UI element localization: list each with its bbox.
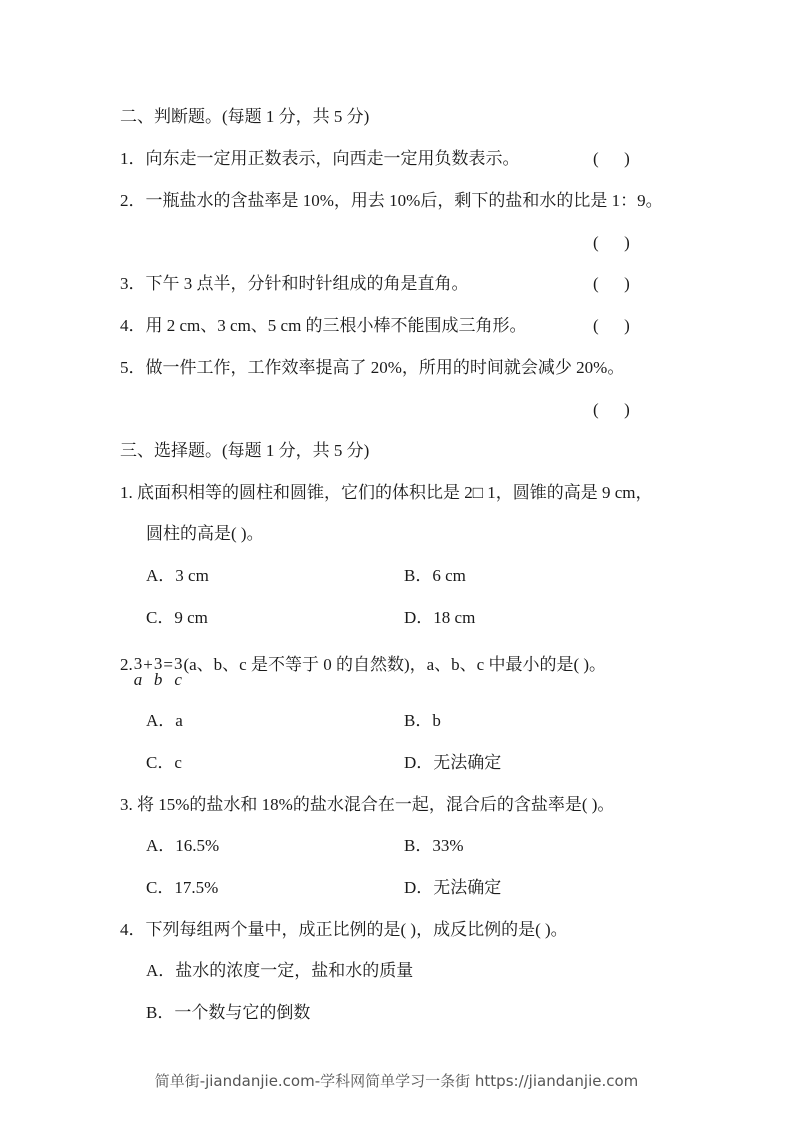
tf-question-1: 1．向东走一定用正数表示，向西走一定用负数表示。 — [120, 149, 520, 168]
tf-question-4: 4．用 2 cm、3 cm、5 cm 的三根小棒不能围成三角形。 — [120, 316, 527, 335]
tf-answer-blank-2[interactable]: ( ) — [593, 233, 630, 252]
plus-sign: + — [143, 654, 153, 674]
mc-q3-option-c[interactable]: C．17.5% — [146, 878, 219, 897]
mc-question-2 — [120, 650, 607, 689]
fraction-3-over-a — [134, 656, 143, 688]
mc-q1-option-c[interactable]: C．9 cm — [146, 608, 208, 627]
mc-q2-rest: (a、b、c 是不等于 0 的自然数)，a、b、c 中最小的是( )。 — [183, 654, 607, 674]
tf-question-3: 3．下午 3 点半，分针和时针组成的角是直角。 — [120, 274, 469, 293]
mc-q3-option-d[interactable]: D．无法确定 — [404, 878, 502, 897]
footer-watermark: 简单街-jiandanjie.com-学科网简单学习一条街 https://jiandanjie.com — [154, 1072, 639, 1090]
tf-answer-blank-4[interactable]: ( ) — [593, 316, 630, 335]
mc-question-3: 3. 将 15%的盐水和 18%的盐水混合在一起，混合后的含盐率是( )。 — [120, 795, 615, 814]
tf-question-5: 5．做一件工作，工作效率提高了 20%，所用的时间就会减少 20%。 — [120, 358, 625, 377]
mc-question-4: 4．下列每组两个量中，成正比例的是( )，成反比例的是( )。 — [120, 920, 568, 939]
tf-answer-blank-5[interactable]: ( ) — [593, 400, 630, 419]
mc-q1-option-b[interactable]: B．6 cm — [404, 566, 466, 585]
mc-q3-option-a[interactable]: A．16.5% — [146, 836, 220, 855]
tf-question-2: 2．一瓶盐水的含盐率是 10%，用去 10%后，剩下的盐和水的比是 1：9。 — [120, 191, 663, 210]
fraction-denominator: b — [153, 670, 163, 689]
mc-q2-option-c[interactable]: C．c — [146, 753, 182, 772]
fraction-numerator: 3 — [133, 654, 143, 673]
mc-q4-option-b[interactable]: B．一个数与它的倒数 — [146, 1003, 311, 1022]
mc-question-1-line1: 1. 底面积相等的圆柱和圆锥，它们的体积比是 2□ 1，圆锥的高是 9 cm， — [120, 483, 653, 502]
tf-answer-blank-1[interactable]: ( ) — [593, 149, 630, 168]
mc-q2-option-d[interactable]: D．无法确定 — [404, 753, 502, 772]
mc-q4-option-a[interactable]: A．盐水的浓度一定，盐和水的质量 — [146, 961, 414, 980]
fraction-3-over-b — [154, 656, 163, 688]
mc-question-1-line2: 圆柱的高是( )。 — [146, 524, 264, 543]
mc-q1-option-d[interactable]: D．18 cm — [404, 608, 476, 627]
mc-q3-option-b[interactable]: B．33% — [404, 836, 464, 855]
fraction-denominator: c — [174, 670, 182, 689]
fraction-numerator: 3 — [153, 654, 163, 673]
mc-q2-option-b[interactable]: B．b — [404, 711, 441, 730]
fraction-numerator: 3 — [173, 654, 183, 673]
mc-q1-option-a[interactable]: A．3 cm — [146, 566, 209, 585]
fraction-3-over-c — [174, 656, 183, 688]
mc-q2-option-a[interactable]: A．a — [146, 711, 183, 730]
section3-heading: 三、选择题。(每题 1 分，共 5 分) — [120, 441, 370, 460]
fraction-denominator: a — [133, 670, 143, 689]
equals-sign: = — [163, 654, 173, 674]
section2-heading: 二、判断题。(每题 1 分，共 5 分) — [120, 107, 370, 126]
mc-q2-prefix: 2. — [120, 654, 133, 674]
tf-answer-blank-3[interactable]: ( ) — [593, 274, 630, 293]
